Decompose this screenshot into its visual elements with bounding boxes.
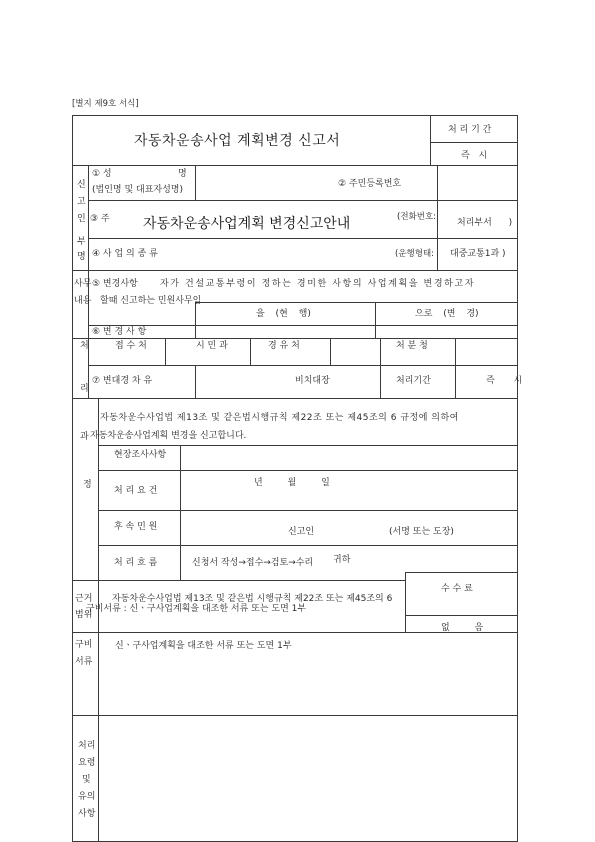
- address-label: ③ 주: [90, 214, 110, 224]
- table-rule: [430, 142, 517, 143]
- after-change-label: 으로 (변 경): [415, 309, 479, 319]
- applicant-side-char: 신: [77, 180, 86, 190]
- table-rule: [437, 165, 438, 270]
- table-rule: [72, 115, 518, 116]
- notice-description-line: 자가 건설교통부령이 정하는 경미한 사항의 사업계획을 변경하고자: [160, 279, 475, 289]
- table-rule: [195, 365, 196, 398]
- table-rule: [98, 398, 99, 842]
- table-rule: [88, 200, 518, 201]
- guidance-side-label: 요령: [78, 758, 96, 768]
- form-title: 자동차운송사업 계획변경 신고서: [134, 133, 341, 149]
- table-rule: [430, 115, 431, 165]
- table-rule: [72, 338, 518, 339]
- required-docs-note: 구비서류 : 신ㆍ구사업계획을 대조한 서류 또는 도면 1부: [86, 604, 307, 614]
- change-reason-label: ⑦ 변대경 차 유: [92, 376, 153, 386]
- name-label-end: 명: [178, 169, 187, 179]
- name-label: ① 성: [92, 169, 112, 179]
- flow-label: 처 리 흐 름: [114, 558, 158, 568]
- notice-description-line: 할때 신고하는 민원사무임: [100, 296, 202, 306]
- table-rule: [250, 338, 251, 365]
- table-rule: [517, 115, 518, 842]
- table-rule: [195, 302, 518, 303]
- signer-label: 신고인: [288, 527, 315, 537]
- change-items-label: ⑥ 변 경 사 항: [92, 327, 147, 337]
- guidance-side-label: 처리: [78, 741, 96, 751]
- notice-title: 자동차운송사업계획 변경신고안내: [143, 216, 351, 232]
- table-rule: [98, 445, 518, 446]
- table-rule: [88, 238, 518, 239]
- name-note: (법인명 및 대표자성명): [92, 185, 183, 195]
- receiving-office-value: 시 민 과: [196, 341, 228, 351]
- applicant-side-char: 인: [77, 214, 86, 224]
- item5-label: ⑤ 변경사항: [92, 279, 138, 289]
- table-rule: [405, 572, 406, 632]
- processing-period-label: 처 리 기 간: [448, 125, 492, 135]
- routing-side-char: 처: [80, 341, 89, 351]
- business-type-label: ④ 사 업 의 종 류: [92, 249, 158, 259]
- applicant-side-char: 명: [77, 252, 86, 262]
- declaration-line: 자동차운송사업계획 변경을 신고합니다.: [90, 431, 247, 441]
- table-rule: [88, 325, 518, 326]
- table-rule: [98, 545, 518, 546]
- applicant-side-char: 부: [77, 237, 86, 247]
- table-rule: [98, 510, 518, 511]
- table-rule: [455, 338, 456, 398]
- dept-value: 대중교통1과 ): [450, 249, 506, 259]
- table-rule: [72, 270, 518, 271]
- basis-side-label: 범위: [75, 610, 93, 620]
- office-label: 사무: [74, 279, 92, 289]
- fee-value: 없 음: [441, 623, 484, 633]
- table-rule: [405, 615, 518, 616]
- process-flow: 신청서 작성→접수→검토→수리: [192, 558, 314, 568]
- table-rule: [72, 165, 518, 166]
- date-line: 년 월 일: [254, 478, 330, 488]
- table-rule: [380, 338, 381, 398]
- table-rule: [72, 115, 73, 842]
- table-rule: [88, 365, 518, 366]
- table-rule: [165, 338, 166, 365]
- process-side-char: 과: [80, 432, 89, 442]
- guidance-side-label: 유의: [78, 792, 96, 802]
- fee-label: 수 수 료: [441, 584, 473, 594]
- phone-label: (전화번호:: [397, 212, 437, 222]
- table-rule: [98, 470, 518, 471]
- table-rule: [195, 165, 196, 200]
- table-rule: [180, 445, 181, 580]
- rrn-label: ② 주민등록번호: [338, 179, 402, 189]
- ledger-label: 비치대장: [295, 376, 330, 386]
- operation-label: (운행형태:: [395, 249, 435, 259]
- guidance-side-label: 및: [82, 775, 91, 785]
- requirements-label: 처 리 요 건: [114, 486, 158, 496]
- via-office-label: 경 유 처: [268, 341, 300, 351]
- follow-up-label: 후 속 민 원: [114, 522, 158, 532]
- row7-side-char: 리: [80, 384, 89, 394]
- guidance-side-label: 사항: [78, 809, 96, 819]
- table-rule: [195, 302, 196, 338]
- period-label: 처리기간: [396, 376, 431, 386]
- documents-side-label: 서류: [75, 657, 93, 667]
- basis-side-label: 근거: [75, 594, 93, 604]
- required-documents: 신ㆍ구사업계획을 대조한 서류 또는 도면 1부: [115, 641, 292, 651]
- receiving-office-label: 접 수 처: [115, 341, 147, 351]
- office-label: 내용: [74, 296, 92, 306]
- table-rule: [72, 580, 406, 581]
- legal-basis: 자동차운수사업법 제13조 및 같은법 시행규칙 제22조 또는 제45조의 6: [112, 594, 393, 604]
- dept-label: 처리부서 ): [457, 218, 513, 228]
- period-value: 즉 시: [486, 376, 523, 386]
- site-survey-label: 현장조사사항: [114, 450, 167, 460]
- table-rule: [72, 398, 518, 399]
- documents-side-label: 구비: [75, 640, 93, 650]
- table-rule: [72, 715, 518, 716]
- applicant-side-char: 고: [77, 197, 86, 207]
- declaration-line: 자동차운수사업법 제13조 및 같은법시행규칙 제22조 또는 제45조의 6 규정에 의하여: [100, 413, 459, 423]
- before-change-label: 을 (현 행): [256, 309, 311, 319]
- form-number: [별지 제9호 서식]: [72, 99, 139, 109]
- process-side-char: 정: [83, 480, 92, 490]
- table-rule: [375, 302, 376, 338]
- table-rule: [330, 338, 331, 365]
- addressee: 귀하: [333, 555, 351, 565]
- processing-period-value: 즉 시: [461, 151, 488, 161]
- signature-note: (서명 또는 도장): [389, 527, 454, 537]
- table-rule: [405, 572, 518, 573]
- disposal-office-label: 처 분 청: [396, 341, 428, 351]
